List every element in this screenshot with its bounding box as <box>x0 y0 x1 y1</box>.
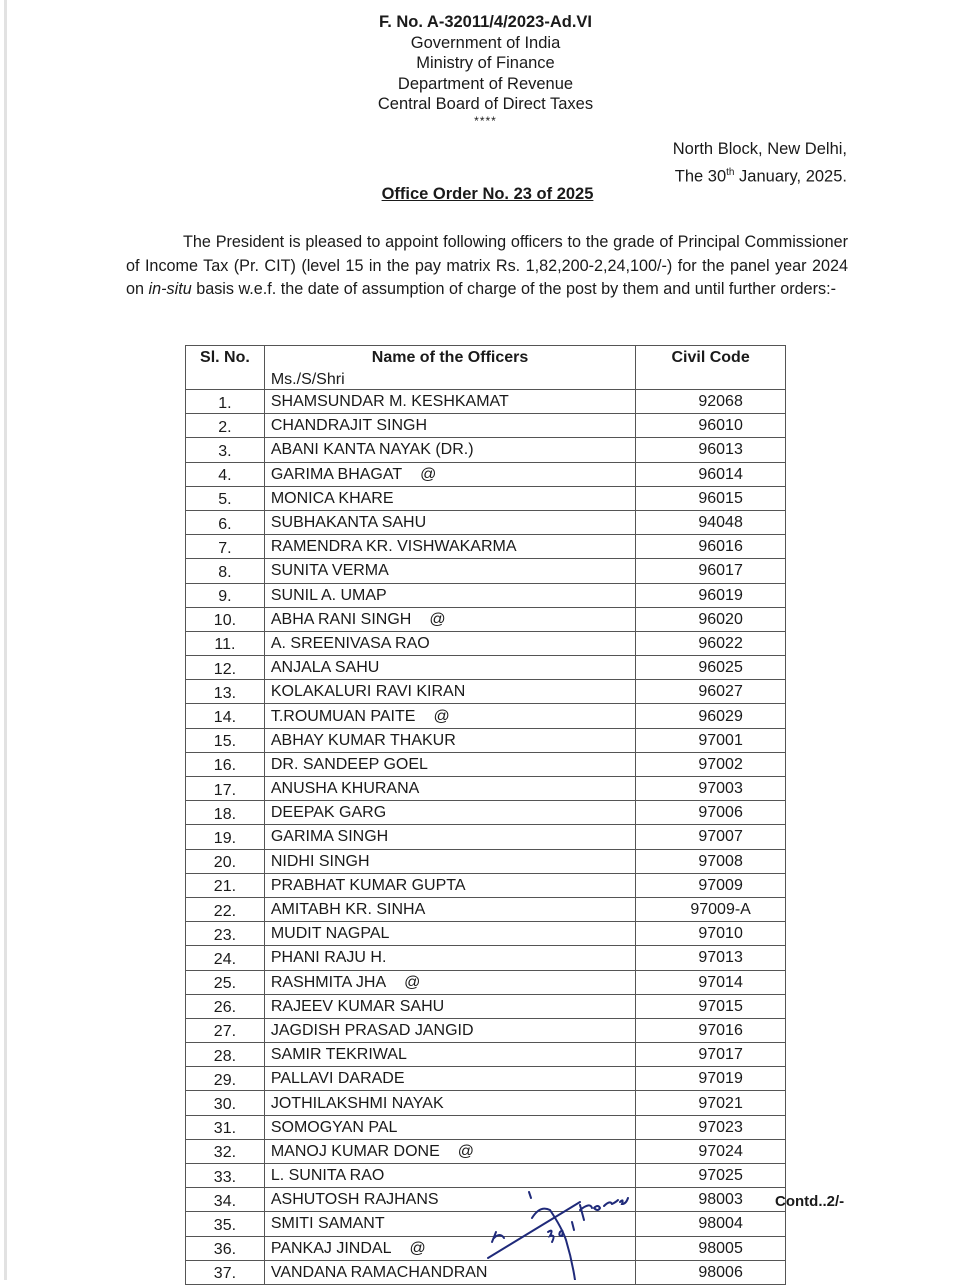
officer-name-text: ABHA RANI SINGH <box>270 610 412 628</box>
table-row <box>186 438 786 462</box>
table-row <box>186 752 786 776</box>
table-row <box>186 922 786 946</box>
officer-name-text: ABHAY KUMAR THAKUR <box>270 731 456 749</box>
at-mark: @ <box>409 1239 426 1257</box>
row-civil-code: 96014 <box>636 462 786 486</box>
row-civil-code: 98006 <box>636 1260 786 1284</box>
row-sl-no: 36. <box>186 1236 265 1260</box>
officer-name-text: PHANI RAJU H. <box>270 949 387 967</box>
row-sl-no: 14. <box>186 704 265 728</box>
row-officer-name <box>264 438 635 462</box>
row-officer-name <box>264 922 635 946</box>
officer-name-text: JAGDISH PRASAD JANGID <box>270 1021 474 1039</box>
table-row <box>186 849 786 873</box>
officer-name-text: DR. SANDEEP GOEL <box>270 755 428 773</box>
officer-name-text: PANKAJ JINDAL <box>270 1239 392 1257</box>
row-civil-code: 94048 <box>636 510 786 534</box>
row-officer-name <box>264 897 635 921</box>
document-header <box>0 12 971 127</box>
officer-name-text: AMITABH KR. SINHA <box>270 901 426 919</box>
row-sl-no: 2. <box>186 414 265 438</box>
officer-name-text: MONICA KHARE <box>270 489 394 507</box>
table-row <box>186 631 786 655</box>
row-sl-no: 12. <box>186 656 265 680</box>
officer-name-text: DEEPAK GARG <box>270 804 387 822</box>
row-sl-no: 17. <box>186 777 265 801</box>
row-civil-code: 97025 <box>636 1164 786 1188</box>
row-sl-no: 33. <box>186 1164 265 1188</box>
row-sl-no: 23. <box>186 922 265 946</box>
table-row <box>186 728 786 752</box>
officer-name-text: PALLAVI DARADE <box>270 1070 405 1088</box>
header-sl-no: Sl. No. <box>186 346 265 390</box>
table-row <box>186 1139 786 1163</box>
officer-name-text: JOTHILAKSHMI NAYAK <box>270 1094 444 1112</box>
row-officer-name <box>264 680 635 704</box>
header-civil-code: Civil Code <box>636 346 786 390</box>
date-month-year: January, 2025. <box>734 167 847 186</box>
table-row <box>186 873 786 897</box>
row-civil-code: 96013 <box>636 438 786 462</box>
officer-name-text: GARIMA SINGH <box>270 828 389 846</box>
table-row <box>186 801 786 825</box>
officer-name-text: MANOJ KUMAR DONE <box>270 1142 440 1160</box>
officer-name-text: A. SREENIVASA RAO <box>270 634 430 652</box>
officer-name-text: SMITI SAMANT <box>270 1215 385 1233</box>
row-civil-code: 96017 <box>636 559 786 583</box>
row-civil-code: 96020 <box>636 607 786 631</box>
table-row <box>186 825 786 849</box>
row-officer-name <box>264 704 635 728</box>
row-sl-no: 26. <box>186 994 265 1018</box>
row-civil-code: 96022 <box>636 631 786 655</box>
row-officer-name <box>264 656 635 680</box>
row-officer-name <box>264 873 635 897</box>
row-civil-code: 92068 <box>636 390 786 414</box>
table-row <box>186 656 786 680</box>
order-title: Office Order No. 23 of 2025 <box>381 185 594 203</box>
officer-name-text: ASHUTOSH RAJHANS <box>270 1191 439 1209</box>
row-officer-name <box>264 801 635 825</box>
header-line-board: Central Board of Direct Taxes <box>377 95 594 113</box>
row-sl-no: 25. <box>186 970 265 994</box>
row-sl-no: 13. <box>186 680 265 704</box>
header-line-department: Department of Revenue <box>397 74 574 93</box>
table-row <box>186 535 786 559</box>
header-line-ministry: Ministry of Finance <box>416 54 555 72</box>
row-officer-name <box>264 414 635 438</box>
table-row <box>186 946 786 970</box>
row-officer-name <box>264 777 635 801</box>
row-sl-no: 5. <box>186 486 265 510</box>
row-civil-code: 97008 <box>636 849 786 873</box>
row-sl-no: 31. <box>186 1115 265 1139</box>
row-officer-name <box>264 390 635 414</box>
location: North Block, New Delhi, <box>672 140 847 158</box>
row-officer-name <box>264 631 635 655</box>
officer-name-text: SAMIR TEKRIWAL <box>270 1046 407 1064</box>
at-mark: @ <box>420 465 437 483</box>
date-day: The 30 <box>674 167 727 186</box>
row-officer-name <box>264 607 635 631</box>
at-mark: @ <box>404 973 421 991</box>
table-row <box>186 1018 786 1042</box>
table-row <box>186 680 786 704</box>
table-row <box>186 1091 786 1115</box>
row-officer-name <box>264 535 635 559</box>
row-officer-name <box>264 1067 635 1091</box>
row-sl-no: 18. <box>186 801 265 825</box>
handwritten-signature <box>480 1180 650 1285</box>
officer-name-text: ANJALA SAHU <box>270 659 380 677</box>
row-sl-no: 28. <box>186 1043 265 1067</box>
row-officer-name <box>264 728 635 752</box>
officer-name-text: CHANDRAJIT SINGH <box>270 417 428 435</box>
table-row <box>186 994 786 1018</box>
table-row <box>186 390 786 414</box>
row-civil-code: 96025 <box>636 656 786 680</box>
header-name-prefix: Ms./S/Shri <box>270 371 345 388</box>
paragraph-text-1: The President is pleased to appoint following officers to the grade of Principal Commissioner of Income Tax (Pr. CIT) (level 15 in the pay matrix Rs. 1,82,200-2,24,100/-) for the panel year 2024 on <box>126 233 848 298</box>
officer-name-text: PRABHAT KUMAR GUPTA <box>270 876 466 894</box>
row-officer-name <box>264 752 635 776</box>
officer-name-text: ANUSHA KHURANA <box>270 780 420 798</box>
row-sl-no: 35. <box>186 1212 265 1236</box>
row-civil-code: 97019 <box>636 1067 786 1091</box>
table-row <box>186 510 786 534</box>
at-mark: @ <box>433 707 450 725</box>
row-sl-no: 34. <box>186 1188 265 1212</box>
row-sl-no: 24. <box>186 946 265 970</box>
row-sl-no: 8. <box>186 559 265 583</box>
paragraph-italic: in-situ <box>148 280 192 298</box>
row-civil-code: 97010 <box>636 922 786 946</box>
row-civil-code: 97001 <box>636 728 786 752</box>
officer-name-text: RAJEEV KUMAR SAHU <box>270 997 445 1015</box>
row-sl-no: 29. <box>186 1067 265 1091</box>
signature-icon <box>480 1180 650 1280</box>
table-header-row <box>186 346 786 390</box>
row-sl-no: 9. <box>186 583 265 607</box>
row-civil-code: 96015 <box>636 486 786 510</box>
row-civil-code: 97023 <box>636 1115 786 1139</box>
row-civil-code: 97015 <box>636 994 786 1018</box>
row-officer-name <box>264 1115 635 1139</box>
row-civil-code: 98003 <box>636 1188 786 1212</box>
row-sl-no: 27. <box>186 1018 265 1042</box>
table-row <box>186 704 786 728</box>
table-row <box>186 1043 786 1067</box>
officer-name-text: KOLAKALURI RAVI KIRAN <box>270 683 466 701</box>
row-civil-code: 97009-A <box>636 897 786 921</box>
at-mark: @ <box>429 610 446 628</box>
officer-name-text: RAMENDRA KR. VISHWAKARMA <box>270 538 517 556</box>
row-officer-name <box>264 970 635 994</box>
file-number: F. No. A-32011/4/2023-Ad.VI <box>378 13 593 31</box>
date-ordinal: th <box>726 167 735 178</box>
row-civil-code: 97013 <box>636 946 786 970</box>
row-officer-name <box>264 583 635 607</box>
table-row <box>186 897 786 921</box>
row-civil-code: 97016 <box>636 1018 786 1042</box>
table-row <box>186 970 786 994</box>
table-row <box>186 462 786 486</box>
officer-name-text: VANDANA RAMACHANDRAN <box>270 1263 488 1281</box>
row-officer-name <box>264 1043 635 1067</box>
row-sl-no: 32. <box>186 1139 265 1163</box>
officer-name-text: RASHMITA JHA <box>270 973 387 991</box>
officer-name-text: L. SUNITA RAO <box>270 1167 385 1185</box>
row-sl-no: 22. <box>186 897 265 921</box>
row-officer-name <box>264 486 635 510</box>
paragraph-text-2: basis w.e.f. the date of assumption of charge of the post by them and until further orders:- <box>191 280 836 298</box>
row-civil-code: 96010 <box>636 414 786 438</box>
row-sl-no: 37. <box>186 1260 265 1284</box>
officer-name-text: ABANI KANTA NAYAK (DR.) <box>270 441 474 459</box>
row-civil-code: 97006 <box>636 801 786 825</box>
row-sl-no: 1. <box>186 390 265 414</box>
officer-name-text: MUDIT NAGPAL <box>270 925 390 943</box>
officer-name-text: SUNITA VERMA <box>270 562 389 580</box>
row-sl-no: 15. <box>186 728 265 752</box>
row-civil-code: 97014 <box>636 970 786 994</box>
row-sl-no: 7. <box>186 535 265 559</box>
table-row <box>186 777 786 801</box>
row-civil-code: 96019 <box>636 583 786 607</box>
row-officer-name <box>264 1018 635 1042</box>
row-civil-code: 97017 <box>636 1043 786 1067</box>
row-civil-code: 97021 <box>636 1091 786 1115</box>
officer-name-text: SUBHAKANTA SAHU <box>270 514 427 532</box>
table-row <box>186 414 786 438</box>
officer-name-text: GARIMA BHAGAT <box>270 465 403 483</box>
header-line-government: Government of India <box>410 33 561 52</box>
officer-name-text: SUNIL A. UMAP <box>270 586 387 604</box>
row-civil-code: 97009 <box>636 873 786 897</box>
row-sl-no: 4. <box>186 462 265 486</box>
officers-table <box>185 345 786 1285</box>
row-officer-name <box>264 1091 635 1115</box>
row-sl-no: 10. <box>186 607 265 631</box>
row-civil-code: 96027 <box>636 680 786 704</box>
row-sl-no: 3. <box>186 438 265 462</box>
row-sl-no: 16. <box>186 752 265 776</box>
row-officer-name <box>264 994 635 1018</box>
row-civil-code: 96029 <box>636 704 786 728</box>
header-name-label: Name of the Officers <box>371 349 529 366</box>
continued-marker: Contd..2/- <box>775 1193 845 1210</box>
row-officer-name <box>264 510 635 534</box>
row-sl-no: 20. <box>186 849 265 873</box>
header-stars: **** <box>474 113 497 128</box>
table-row <box>186 559 786 583</box>
row-civil-code: 98005 <box>636 1236 786 1260</box>
row-civil-code: 97024 <box>636 1139 786 1163</box>
place-and-date <box>673 138 847 189</box>
table-row <box>186 1067 786 1091</box>
row-civil-code: 97003 <box>636 777 786 801</box>
row-sl-no: 30. <box>186 1091 265 1115</box>
order-paragraph <box>126 231 848 302</box>
row-officer-name <box>264 825 635 849</box>
at-mark: @ <box>457 1142 474 1160</box>
officer-name-text: NIDHI SINGH <box>270 852 370 870</box>
row-civil-code: 97007 <box>636 825 786 849</box>
table-row <box>186 607 786 631</box>
officer-name-text: T.ROUMUAN PAITE <box>270 707 416 725</box>
row-officer-name <box>264 462 635 486</box>
row-officer-name <box>264 849 635 873</box>
row-officer-name <box>264 946 635 970</box>
table-row <box>186 583 786 607</box>
row-sl-no: 11. <box>186 631 265 655</box>
row-officer-name <box>264 1139 635 1163</box>
row-sl-no: 21. <box>186 873 265 897</box>
row-civil-code: 97002 <box>636 752 786 776</box>
row-officer-name <box>264 559 635 583</box>
table-row <box>186 1115 786 1139</box>
table-row <box>186 486 786 510</box>
officer-name-text: SOMOGYAN PAL <box>270 1118 398 1136</box>
row-sl-no: 19. <box>186 825 265 849</box>
officer-name-text: SHAMSUNDAR M. KESHKAMAT <box>270 393 509 411</box>
row-sl-no: 6. <box>186 510 265 534</box>
header-name <box>264 346 635 390</box>
row-civil-code: 98004 <box>636 1212 786 1236</box>
row-civil-code: 96016 <box>636 535 786 559</box>
